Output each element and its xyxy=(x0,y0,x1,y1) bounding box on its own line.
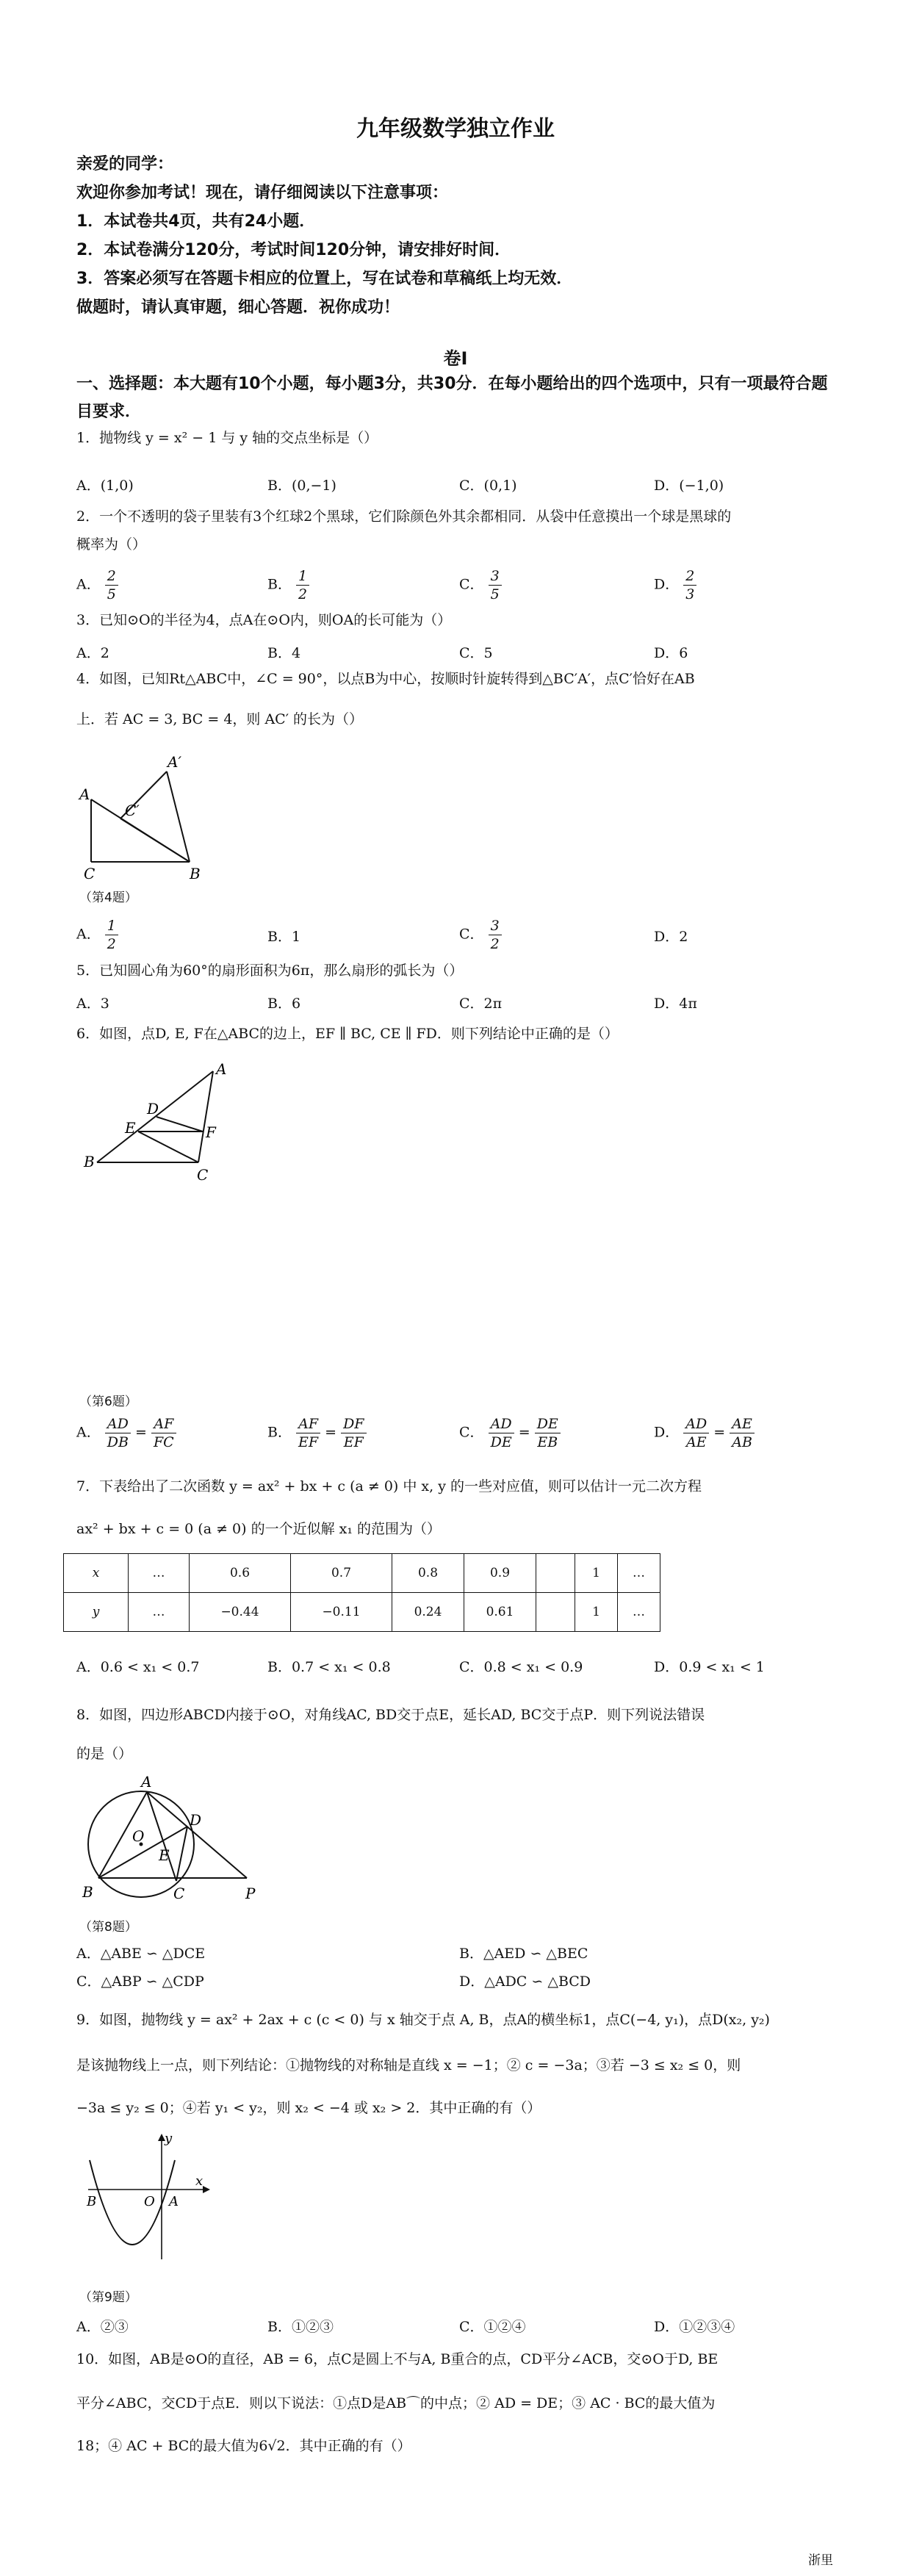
table-cell: −0.44 xyxy=(190,1593,291,1632)
q9-stem: −3a ≤ y₂ ≤ 0；④若 y₁ < y₂，则 x₂ < −4 或 x₂ > 2．其中正确的有（） xyxy=(76,2100,541,2116)
q4-stem: 上．若 AC = 3, BC = 4，则 AC′ 的长为（） xyxy=(76,711,364,727)
numerator: AF xyxy=(296,1415,320,1433)
q10-stem: 18；④ AC + BC的最大值为6√2．其中正确的有（） xyxy=(76,2438,411,2454)
q2-option-b xyxy=(267,567,309,603)
denominator: 2 xyxy=(490,936,500,952)
label-a: A xyxy=(79,785,90,803)
page-title: 九年级数学独立作业 xyxy=(356,116,555,142)
denominator: 3 xyxy=(685,586,695,602)
q7-stem: ax² + bx + c = 0 (a ≠ 0) 的一个近似解 x₁ 的范围为（） xyxy=(76,1521,441,1537)
fraction xyxy=(489,1415,514,1451)
q8-option-c: C．△ABP ∽ △CDP xyxy=(76,1974,204,1990)
fraction xyxy=(683,567,696,603)
q8-option-a: A．△ABE ∽ △DCE xyxy=(76,1946,206,1962)
denominator: 2 xyxy=(107,936,116,952)
numerator: 3 xyxy=(489,917,502,935)
table-cell: 0.6 xyxy=(190,1554,291,1593)
label-e: E xyxy=(159,1846,170,1864)
option-label: A． xyxy=(76,926,101,943)
q3-option-a: A．2 xyxy=(76,645,109,661)
option-label: C． xyxy=(459,1424,484,1441)
label-a: A xyxy=(169,2194,179,2209)
label-a-prime: A′ xyxy=(168,753,181,771)
q6-caption: （第6题） xyxy=(79,1395,137,1409)
q5-option-d: D．4π xyxy=(654,996,697,1012)
q4-stem: 4．如图，已知Rt△ABC中，∠C = 90°，以点B为中心，按顺时针旋转得到△BC′A′，点C′恰好在AB xyxy=(76,671,695,687)
q3-option-c: C．5 xyxy=(459,645,493,661)
numerator: AF xyxy=(151,1415,176,1433)
q3-stem: 3．已知⊙O的半径为4，点A在⊙O内，则OA的长可能为（） xyxy=(76,612,452,628)
label-d: D xyxy=(190,1811,202,1829)
numerator: AD xyxy=(105,1415,131,1433)
label-c: C xyxy=(197,1166,209,1184)
label-b: B xyxy=(84,1153,95,1170)
q5-option-c: C．2π xyxy=(459,996,503,1012)
note-line: 做题时，请认真审题，细心答题．祝你成功！ xyxy=(76,298,400,317)
q1-option-c: C．(0,1) xyxy=(459,478,517,494)
q6-figure xyxy=(73,1058,250,1190)
q4-option-a xyxy=(76,917,118,953)
numerator: 2 xyxy=(683,567,696,586)
note-line: 3．答案必须写在答题卡相应的位置上，写在试卷和草稿纸上均无效． xyxy=(76,270,573,288)
volume-heading: 卷Ⅰ xyxy=(443,348,468,369)
q4-option-b: B．1 xyxy=(267,929,301,945)
fraction xyxy=(535,1415,561,1451)
label-c-prime: C′ xyxy=(125,802,140,819)
table-cell: … xyxy=(618,1554,660,1593)
fraction xyxy=(683,1415,709,1451)
denominator: DB xyxy=(107,1434,129,1450)
table-cell: y xyxy=(64,1593,129,1632)
q6-option-c: C． $\frac{AD}{DE}$ = $\frac{DE}{EB}$ xyxy=(459,1415,561,1451)
numerator: 1 xyxy=(105,917,118,935)
q7-value-table xyxy=(63,1553,660,1632)
option-label: D． xyxy=(654,1424,680,1441)
q5-option-a: A．3 xyxy=(76,996,109,1012)
table-cell: 0.61 xyxy=(464,1593,536,1632)
label-p: P xyxy=(245,1885,256,1902)
q1-option-b: B．(0,−1) xyxy=(267,478,336,494)
option-label: A． xyxy=(76,576,101,593)
table-row xyxy=(64,1593,660,1632)
table-cell: 0.7 xyxy=(291,1554,392,1593)
q8-option-b: B．△AED ∽ △BEC xyxy=(459,1946,588,1962)
numerator: AD xyxy=(489,1415,514,1433)
q2-stem: 概率为（） xyxy=(76,536,147,553)
numerator: DF xyxy=(341,1415,366,1433)
fraction xyxy=(151,1415,176,1451)
footer-text: 浙里 xyxy=(808,2553,833,2568)
q3-option-b: B．4 xyxy=(267,645,301,661)
q9-option-c: C．①②④ xyxy=(459,2319,526,2335)
label-b: B xyxy=(87,2194,97,2209)
denominator: FC xyxy=(153,1434,174,1450)
denominator: AE xyxy=(685,1434,707,1450)
label-o: O xyxy=(144,2194,155,2209)
fraction xyxy=(730,1415,755,1451)
table-cell: 0.24 xyxy=(392,1593,464,1632)
numerator: 3 xyxy=(489,567,502,586)
q4-option-d: D．2 xyxy=(654,929,688,945)
option-label: C． xyxy=(459,926,484,943)
numerator: DE xyxy=(535,1415,561,1433)
denominator: EF xyxy=(343,1434,364,1450)
q3-option-d: D．6 xyxy=(654,645,688,661)
note-line: 亲爱的同学： xyxy=(76,155,174,173)
fraction xyxy=(341,1415,366,1451)
q8-stem: 8．如图，四边形ABCD内接于⊙O，对角线AC, BD交于点E，延长AD, BC交于点P．则下列说法错误 xyxy=(76,1707,705,1723)
numerator: 1 xyxy=(296,567,309,586)
label-y: y xyxy=(165,2131,173,2146)
label-a: A xyxy=(141,1773,152,1791)
label-d: D xyxy=(147,1100,159,1118)
q4-figure xyxy=(73,742,235,889)
label-a: A xyxy=(216,1060,227,1078)
q6-option-d: D． $\frac{AD}{AE}$ = $\frac{AE}{AB}$ xyxy=(654,1415,755,1451)
table-cell: −0.11 xyxy=(291,1593,392,1632)
q9-option-b: B．①②③ xyxy=(267,2319,334,2335)
option-label: B． xyxy=(267,576,292,593)
table-cell: 1 xyxy=(575,1593,618,1632)
q9-option-d: D．①②③④ xyxy=(654,2319,735,2335)
q2-option-d xyxy=(654,567,696,603)
denominator: AB xyxy=(732,1434,752,1450)
q6-stem: 6．如图，点D, E, F在△ABC的边上，EF ∥ BC, CE ∥ FD．则下列结论中正确的是（） xyxy=(76,1026,619,1042)
q9-stem: 是该抛物线上一点，则下列结论：①抛物线的对称轴是直线 x = −1；② c = −3a；③若 −3 ≤ x₂ ≤ 0，则 xyxy=(76,2057,741,2073)
numerator: AD xyxy=(683,1415,709,1433)
fraction xyxy=(105,1415,131,1451)
label-e: E xyxy=(125,1119,136,1137)
q10-stem: 平分∠ABC，交CD于点E．则以下说法：①点D是AB⌒的中点；② AD = DE；③ AC · BC的最大值为 xyxy=(76,2395,716,2411)
denominator: 5 xyxy=(107,586,116,602)
q5-option-b: B．6 xyxy=(267,996,301,1012)
q6-option-a: A． $\frac{AD}{DB}$ = $\frac{AF}{FC}$ xyxy=(76,1415,176,1451)
denominator: EB xyxy=(537,1434,558,1450)
denominator: 5 xyxy=(490,586,500,602)
q8-figure xyxy=(73,1771,264,1910)
option-label: A． xyxy=(76,1424,101,1441)
q9-figure xyxy=(73,2131,235,2278)
q7-option-b: B．0.7 < x₁ < 0.8 xyxy=(267,1659,391,1675)
note-line: 欢迎你参加考试！现在，请仔细阅读以下注意事项： xyxy=(76,184,449,202)
q7-option-c: C．0.8 < x₁ < 0.9 xyxy=(459,1659,583,1675)
numerator: 2 xyxy=(105,567,118,586)
table-cell: … xyxy=(618,1593,660,1632)
fraction xyxy=(296,567,309,603)
q1-option-d: D．(−1,0) xyxy=(654,478,724,494)
table-cell: x xyxy=(64,1554,129,1593)
numerator: AE xyxy=(730,1415,755,1433)
q8-option-d: D．△ADC ∽ △BCD xyxy=(459,1974,591,1990)
q1-option-a: A．(1,0) xyxy=(76,478,134,494)
option-label: B． xyxy=(267,1424,292,1441)
q2-stem: 2．一个不透明的袋子里装有3个红球2个黑球，它们除颜色外其余都相同．从袋中任意摸出一个球是黑球的 xyxy=(76,508,732,525)
q7-option-d: D．0.9 < x₁ < 1 xyxy=(654,1659,765,1675)
table-cell: 0.8 xyxy=(392,1554,464,1593)
q8-stem: 的是（） xyxy=(76,1746,133,1762)
option-label: D． xyxy=(654,576,680,593)
q6-option-b: B． $\frac{AF}{EF}$ = $\frac{DF}{EF}$ xyxy=(267,1415,367,1451)
table-cell: 1 xyxy=(575,1554,618,1593)
note-line: 2．本试卷满分120分，考试时间120分钟，请安排好时间． xyxy=(76,241,511,259)
q4-option-c xyxy=(459,917,502,953)
fraction xyxy=(105,917,118,953)
note-line: 1．本试卷共4页，共有24小题． xyxy=(76,212,316,231)
option-label: C． xyxy=(459,576,484,593)
label-f: F xyxy=(206,1123,216,1141)
label-b: B xyxy=(190,865,201,882)
label-b: B xyxy=(82,1883,93,1901)
table-cell: … xyxy=(129,1593,190,1632)
fraction xyxy=(296,1415,320,1451)
fraction xyxy=(105,567,118,603)
denominator: EF xyxy=(298,1434,319,1450)
q9-stem: 9．如图，抛物线 y = ax² + 2ax + c (c < 0) 与 x 轴交于点 A, B，点A的横坐标1，点C(−4, y₁)，点D(x₂, y₂) xyxy=(76,2012,770,2028)
table-cell: … xyxy=(129,1554,190,1593)
label-c: C xyxy=(84,865,96,882)
label-o: O xyxy=(132,1827,145,1845)
q4-caption: （第4题） xyxy=(79,891,137,905)
denominator: 2 xyxy=(298,586,308,602)
label-x: x xyxy=(195,2173,204,2189)
table-cell xyxy=(536,1554,575,1593)
fraction xyxy=(489,567,502,603)
q2-option-a xyxy=(76,567,118,603)
section-heading: 一、选择题：本大题有10个小题，每小题3分，共30分．在每小题给出的四个选项中，只有一项最符合题目要求． xyxy=(76,375,828,421)
table-cell: 0.9 xyxy=(464,1554,536,1593)
q8-caption: （第8题） xyxy=(79,1920,137,1935)
q1-stem: 1．抛物线 y = x² − 1 与 y 轴的交点坐标是（） xyxy=(76,430,378,446)
q7-stem: 7．下表给出了二次函数 y = ax² + bx + c (a ≠ 0) 中 x, y 的一些对应值，则可以估计一元二次方程 xyxy=(76,1478,702,1494)
label-c: C xyxy=(173,1885,185,1902)
q10-stem: 10．如图，AB是⊙O的直径，AB = 6，点C是圆上不与A, B重合的点，CD平分∠ACB，交⊙O于D, BE xyxy=(76,2351,719,2367)
q9-caption: （第9题） xyxy=(79,2290,137,2305)
q7-option-a: A．0.6 < x₁ < 0.7 xyxy=(76,1659,200,1675)
q2-option-c xyxy=(459,567,502,603)
q5-stem: 5．已知圆心角为60°的扇形面积为6π，那么扇形的弧长为（） xyxy=(76,963,464,979)
table-row xyxy=(64,1554,660,1593)
q9-option-a: A．②③ xyxy=(76,2319,129,2335)
fraction xyxy=(489,917,502,953)
table-cell xyxy=(536,1593,575,1632)
denominator: DE xyxy=(490,1434,512,1450)
